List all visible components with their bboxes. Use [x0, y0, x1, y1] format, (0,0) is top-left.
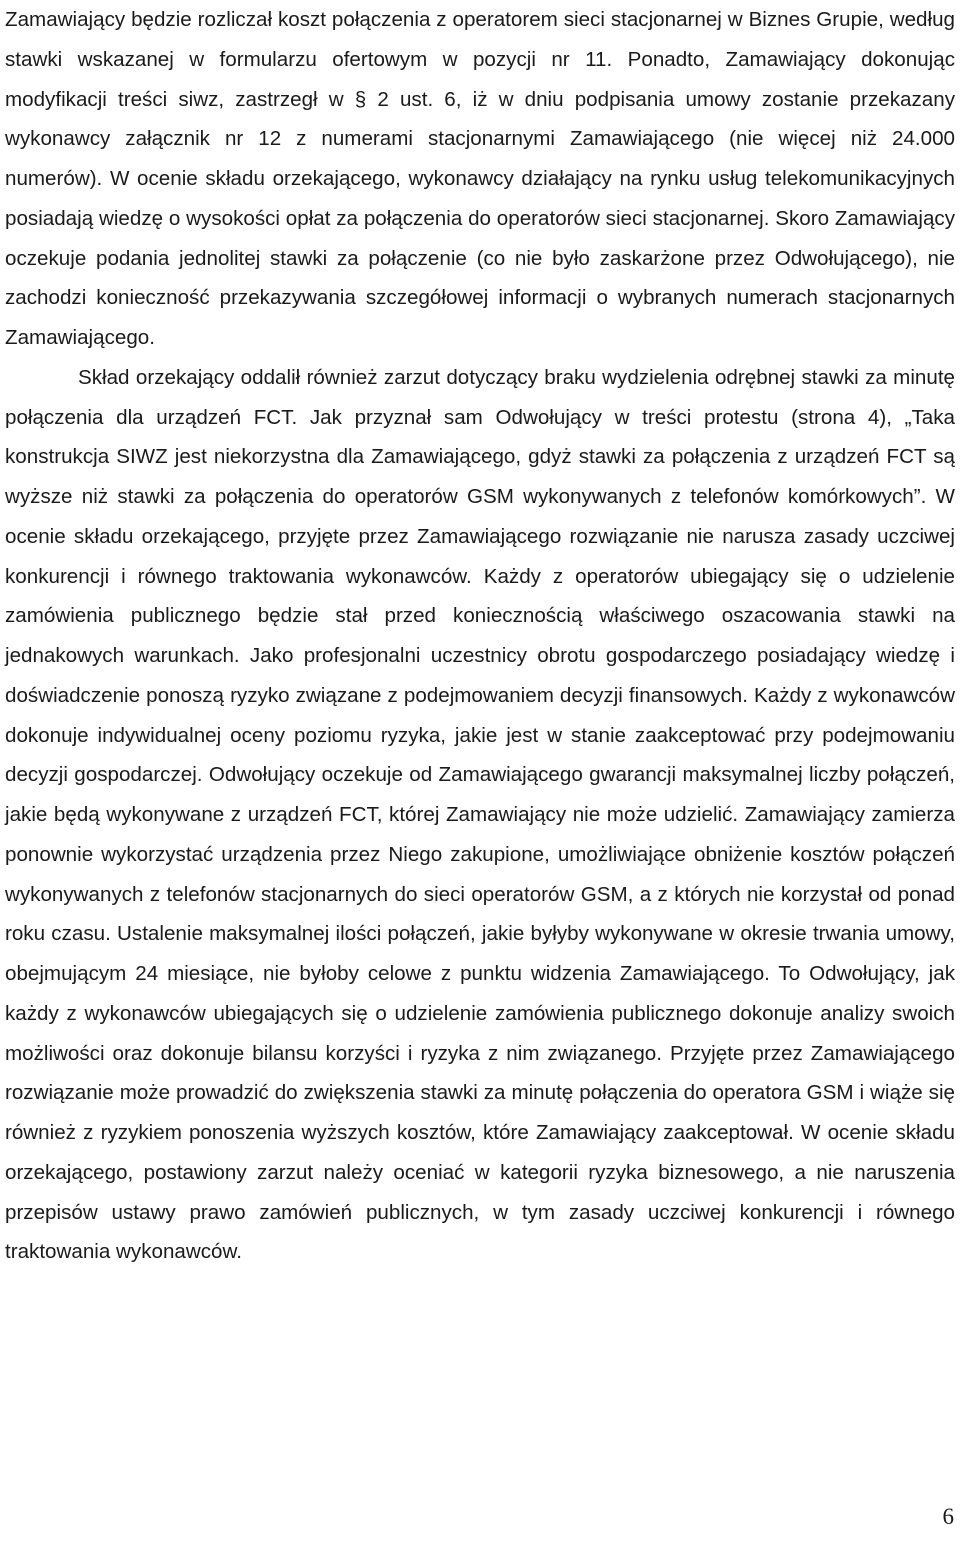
paragraph-1: Zamawiający będzie rozliczał koszt połączenia z operatorem sieci stacjonarnej w Biznes Grupie, według stawki wskazanej w formularzu ofertowym w pozycji nr 11. Ponadto, Zamawiający dokonując modyfikacji treści siwz, zastrzegł w § 2 ust. 6, iż w dniu podpisania umowy zostanie przekazany wykonawcy załącznik nr 12 z numerami stacjonarnymi Zamawiającego (nie więcej niż 24.000 numerów). W ocenie składu orzekającego, wykonawcy działający na rynku usług telekomunikacyjnych posiadają wiedzę o wysokości opłat za połączenia do operatorów sieci stacjonarnej. Skoro Zamawiający oczekuje podania jednolitej stawki za połączenie (co nie było zaskarżone przez Odwołującego), nie zachodzi konieczność przekazywania szczegółowej informacji o wybranych numerach stacjonarnych Zamawiającego.: [5, 8, 955, 349]
paragraph-2: Skład orzekający oddalił również zarzut dotyczący braku wydzielenia odrębnej stawki za minutę połączenia dla urządzeń FCT. Jak przyznał sam Odwołujący w treści protestu (strona 4), „Taka konstrukcja SIWZ jest niekorzystna dla Zamawiającego, gdyż stawki za połączenia z urządzeń FCT są wyższe niż stawki za połączenia do operatorów GSM wykonywanych z telefonów komórkowych”. W ocenie składu orzekającego, przyjęte przez Zamawiającego rozwiązanie nie narusza zasady uczciwej konkurencji i równego traktowania wykonawców. Każdy z operatorów ubiegający się o udzielenie zamówienia publicznego będzie stał przed koniecznością właściwego oszacowania stawki na jednakowych warunkach. Jako profesjonalni uczestnicy obrotu gospodarczego posiadający wiedzę i doświadczenie ponoszą ryzyko związane z podejmowaniem decyzji finansowych. Każdy z wykonawców dokonuje indywidualnej oceny poziomu ryzyka, jakie jest w stanie zaakceptować przy podejmowaniu decyzji gospodarczej. Odwołujący oczekuje od Zamawiającego gwarancji maksymalnej liczby połączeń, jakie będą wykonywane z urządzeń FCT, której Zamawiający nie może udzielić. Zamawiający zamierza ponownie wykorzystać urządzenia przez Niego zakupione, umożliwiające obniżenie kosztów połączeń wykonywanych z telefonów stacjonarnych do sieci operatorów GSM, a z których nie korzystał od ponad roku czasu. Ustalenie maksymalnej ilości połączeń, jakie byłyby wykonywane w okresie trwania umowy, obejmującym 24 miesiące, nie byłoby celowe z punktu widzenia Zamawiającego. To Odwołujący, jak każdy z wykonawców ubiegających się o udzielenie zamówienia publicznego dokonuje analizy swoich możliwości oraz dokonuje bilansu korzyści i ryzyka z nim związanego. Przyjęte przez Zamawiającego rozwiązanie może prowadzić do zwiększenia stawki za minutę połączenia do operatora GSM i wiąże się również z ryzykiem ponoszenia wyższych kosztów, które Zamawiający zaakceptował. W ocenie składu orzekającego, postawiony zarzut należy oceniać w kategorii ryzyka biznesowego, a nie naruszenia przepisów ustawy prawo zamówień publicznych, w tym zasady uczciwej konkurencji i równego traktowania wykonawców.: [5, 365, 955, 1264]
page-number: 6: [942, 1504, 954, 1529]
body-text: [5, 0, 955, 1272]
